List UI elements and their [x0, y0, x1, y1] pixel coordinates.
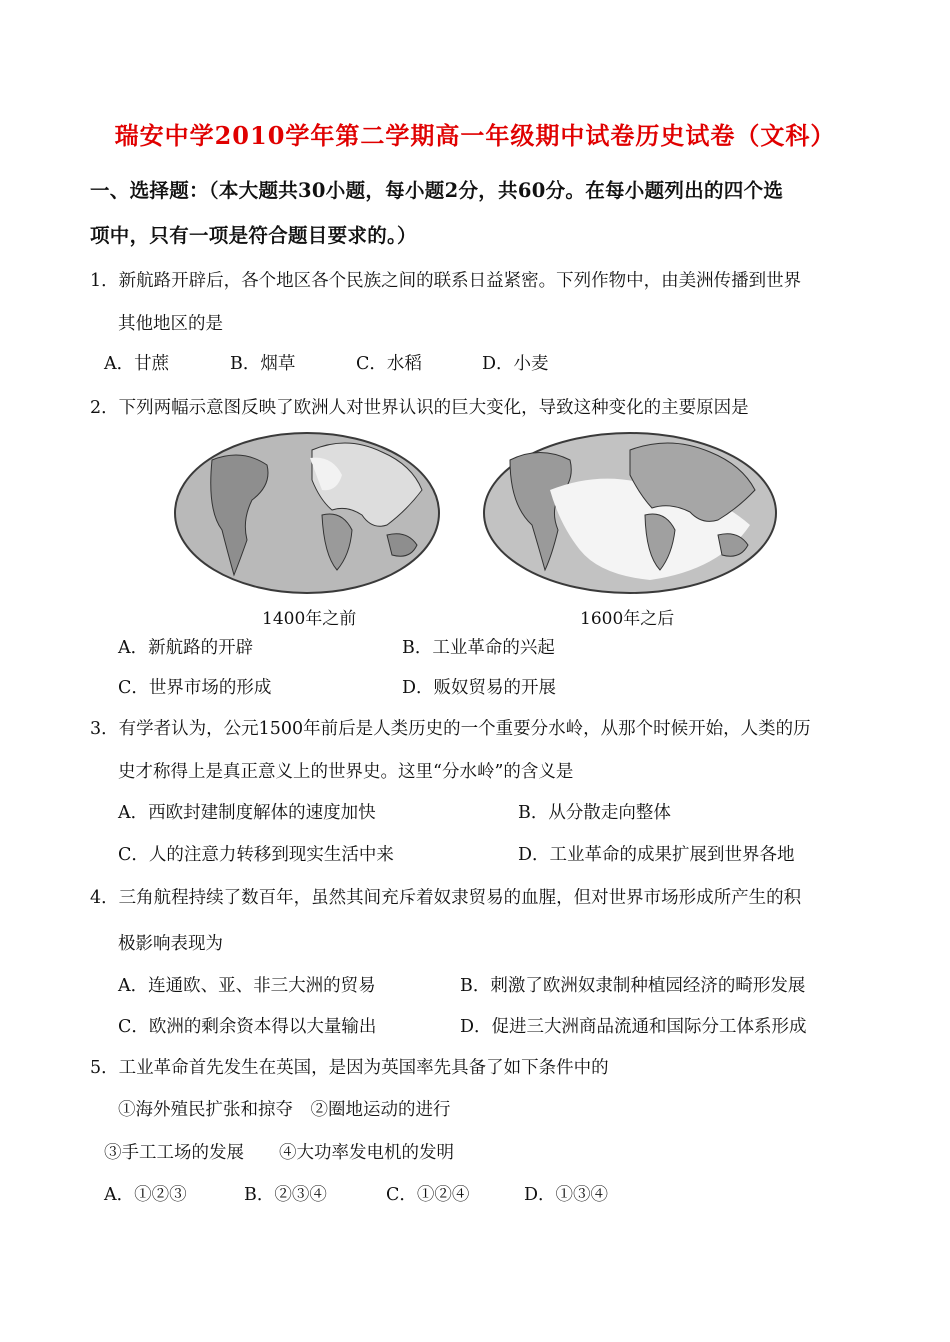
question-1-option-d: D．小麦 — [482, 354, 549, 374]
question-5-items-line2: ③手工工场的发展 ④大功率发电机的发明 — [104, 1143, 454, 1163]
world-map-after-1600 — [480, 430, 780, 596]
world-map-before-1400 — [172, 430, 442, 596]
question-1-option-c: C．水稻 — [356, 354, 422, 374]
section-heading-line2: 项中，只有一项是符合题目要求的。） — [90, 224, 417, 247]
question-5-option-b: B．②③④ — [244, 1185, 327, 1205]
question-1-line1: 1．新航路开辟后，各个地区各个民族之间的联系日益紧密。下列作物中，由美洲传播到世界 — [90, 271, 802, 291]
question-4-option-c: C．欧洲的剩余资本得以大量输出 — [118, 1017, 377, 1037]
question-5-option-c: C．①②④ — [386, 1185, 470, 1205]
question-1-option-a: A．甘蔗 — [104, 354, 170, 374]
question-2-option-c: C．世界市场的形成 — [118, 678, 272, 698]
question-4-line2: 极影响表现为 — [118, 934, 223, 954]
question-2-option-a: A．新航路的开辟 — [118, 638, 254, 658]
question-3-option-b: B．从分散走向整体 — [518, 803, 671, 823]
question-1-line2: 其他地区的是 — [118, 314, 223, 334]
question-3-option-a: A．西欧封建制度解体的速度加快 — [118, 803, 376, 823]
question-2-option-b: B．工业革命的兴起 — [402, 638, 555, 658]
question-4-option-a: A．连通欧、亚、非三大洲的贸易 — [118, 976, 376, 996]
question-2-line1: 2．下列两幅示意图反映了欧洲人对世界认识的巨大变化，导致这种变化的主要原因是 — [90, 398, 749, 418]
question-5-option-d: D．①③④ — [524, 1185, 609, 1205]
question-5-items-line1: ①海外殖民扩张和掠夺 ②圈地运动的进行 — [118, 1100, 451, 1120]
question-3-option-c: C．人的注意力转移到现实生活中来 — [118, 845, 394, 865]
section-heading-line1: 一、选择题：（本大题共30小题，每小题2分，共60分。在每小题列出的四个选 — [90, 179, 784, 202]
question-3-line2: 史才称得上是真正意义上的世界史。这里“分水岭”的含义是 — [118, 762, 574, 782]
question-4-option-d: D．促进三大洲商品流通和国际分工体系形成 — [460, 1017, 807, 1037]
question-5-option-a: A．①②③ — [104, 1185, 187, 1205]
question-5-line1: 5．工业革命首先发生在英国，是因为英国率先具备了如下条件中的 — [90, 1058, 609, 1078]
map-caption-1400: 1400年之前 — [262, 609, 357, 629]
question-2-option-d: D．贩奴贸易的开展 — [402, 678, 557, 698]
question-3-option-d: D．工业革命的成果扩展到世界各地 — [518, 845, 795, 865]
question-4-option-b: B．刺激了欧洲奴隶制种植园经济的畸形发展 — [460, 976, 806, 996]
question-3-line1: 3．有学者认为，公元1500年前后是人类历史的一个重要分水岭，从那个时候开始，人类的历 — [90, 719, 811, 739]
map-caption-1600: 1600年之后 — [580, 609, 675, 629]
question-1-option-b: B．烟草 — [230, 354, 296, 374]
question-4-line1: 4．三角航程持续了数百年，虽然其间充斥着奴隶贸易的血腥，但对世界市场形成所产生的积 — [90, 888, 802, 908]
exam-title: 瑞安中学2010学年第二学期高一年级期中试卷历史试卷（文科） — [114, 121, 836, 150]
